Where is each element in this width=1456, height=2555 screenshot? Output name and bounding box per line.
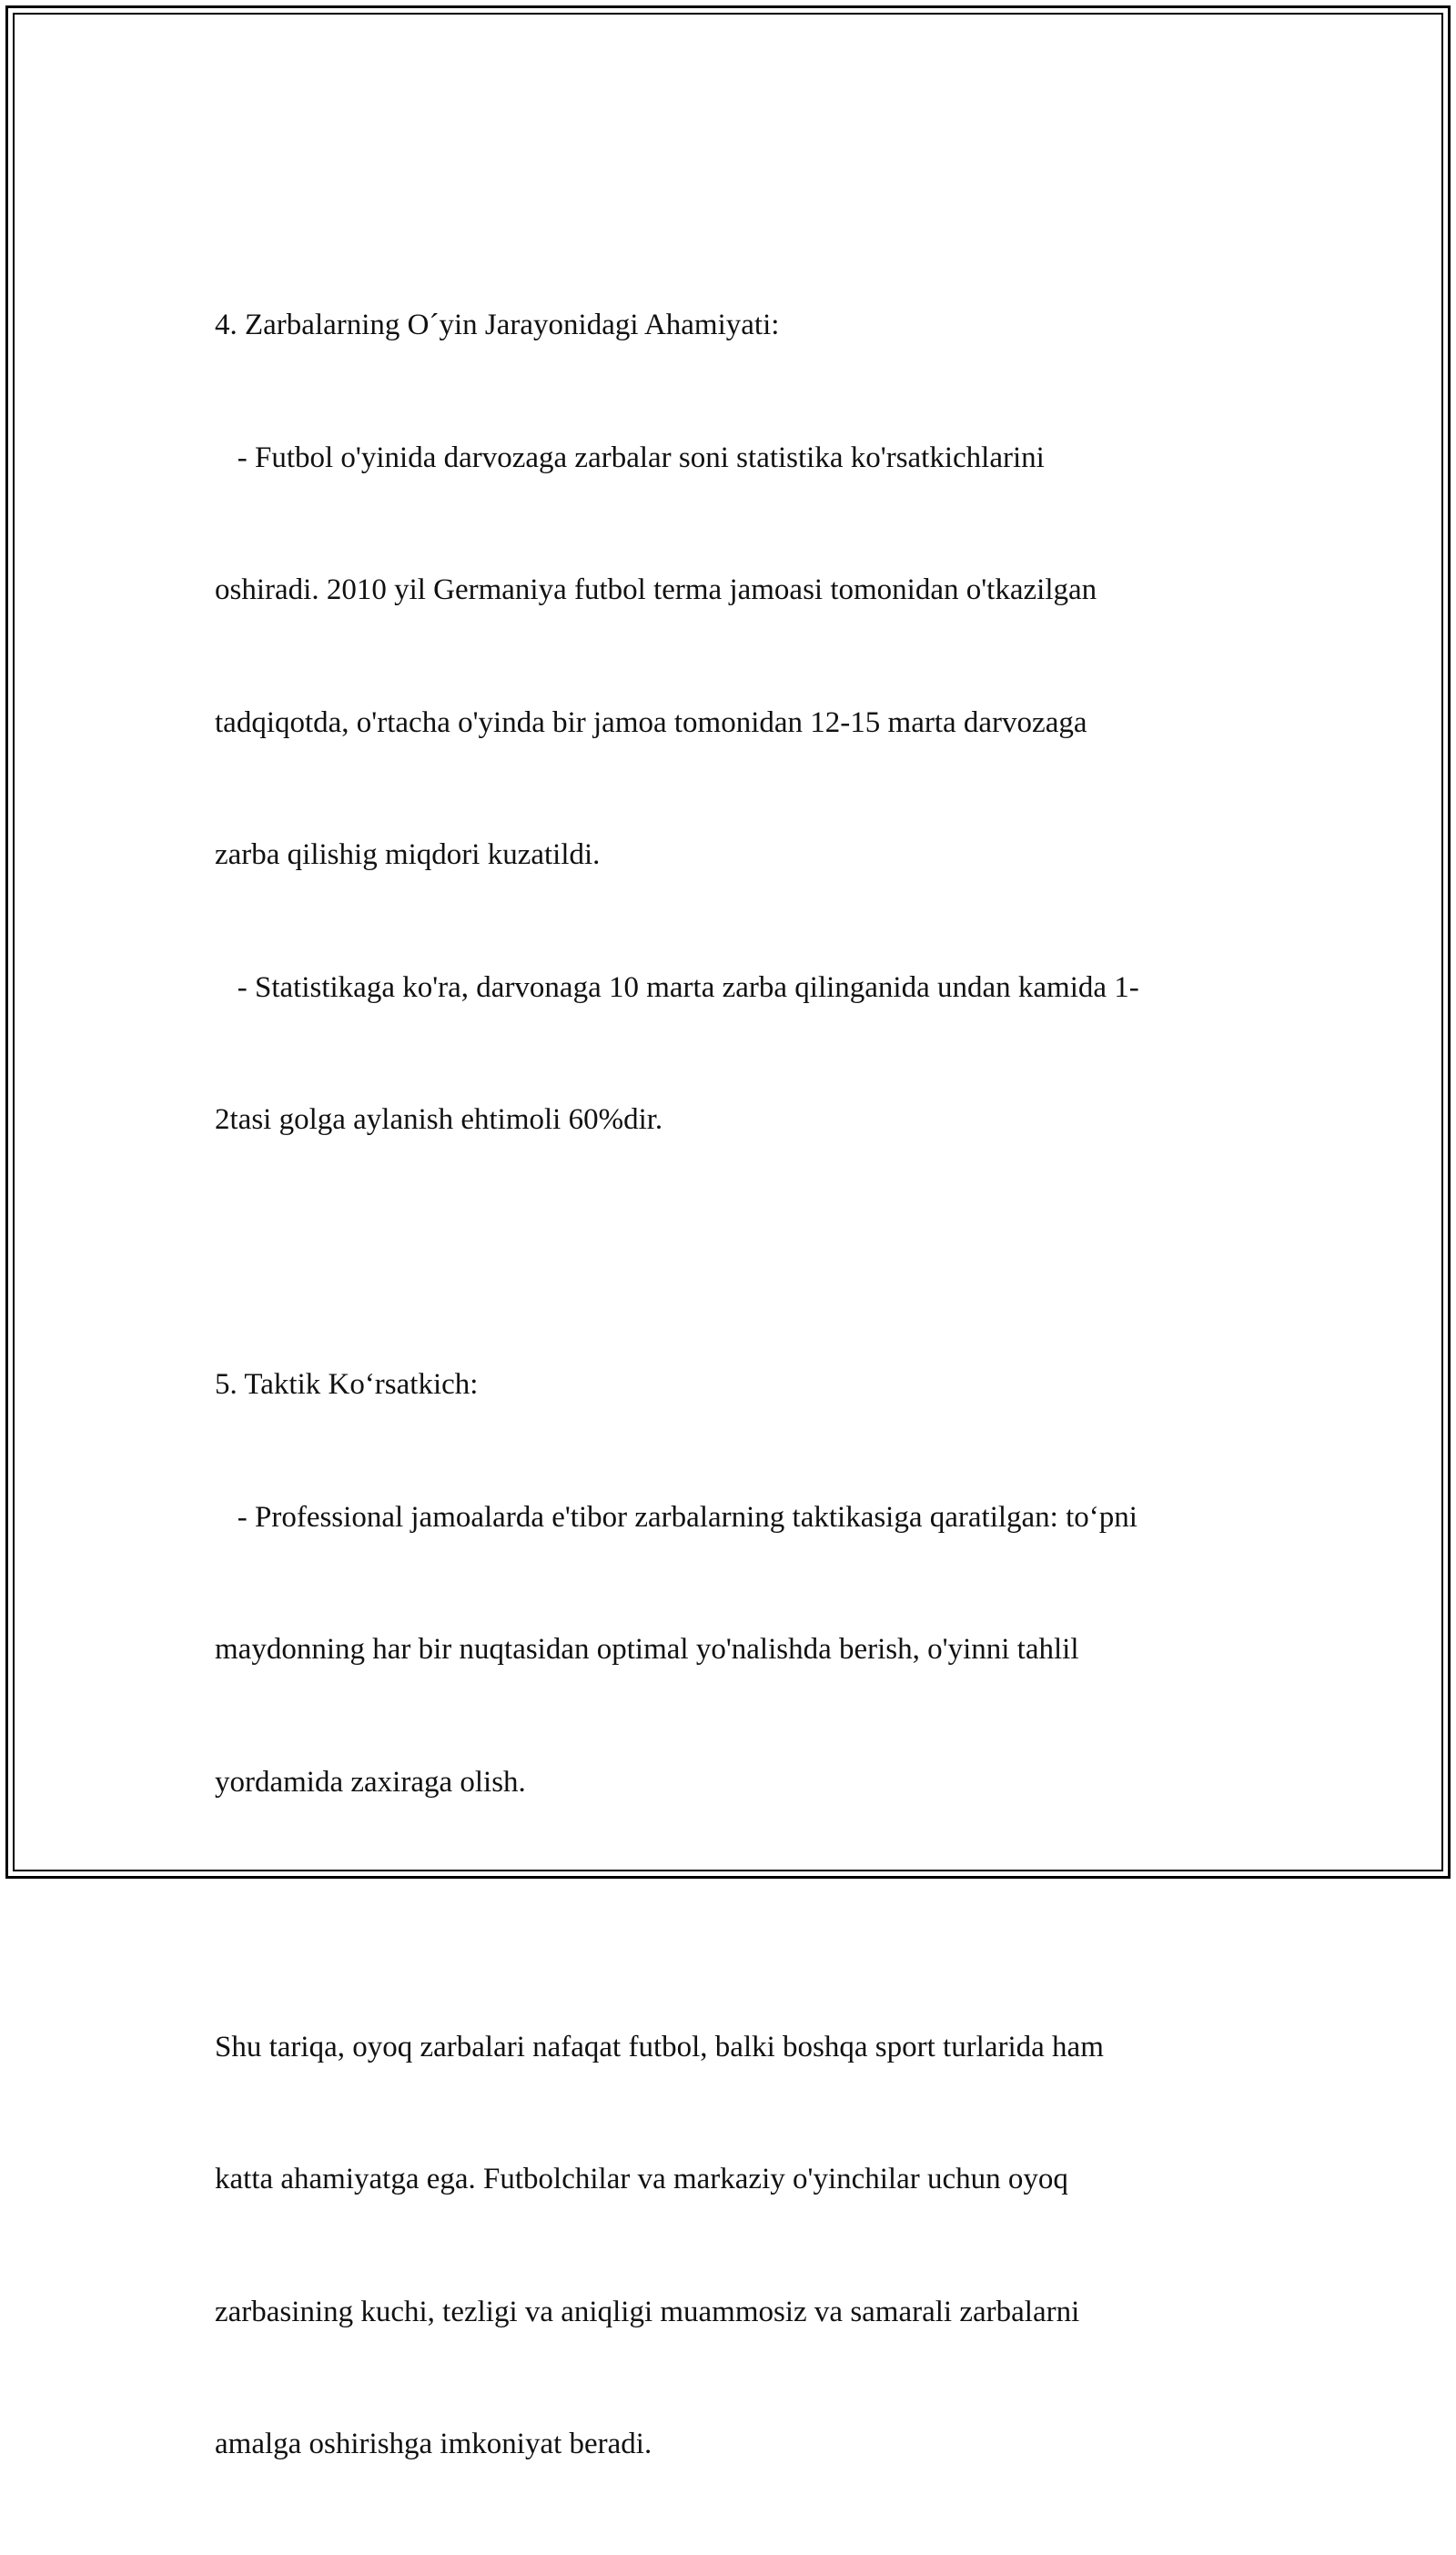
- conclusion-line: amalga oshirishga imkoniyat beradi.: [215, 2428, 652, 2460]
- bullet-line: - Futbol o'yinida darvozaga zarbalar soni statistika ko'rsatkichlarini: [215, 441, 1045, 474]
- paragraph-spacer: [215, 1231, 1261, 1275]
- section-5: [215, 1274, 1261, 1892]
- conclusion-paragraph: [215, 1937, 1261, 2555]
- conclusion-line: zarbasining kuchi, tezligi va aniqligi muammosiz va samarali zarbalarni: [215, 2295, 1080, 2328]
- bullet-line: oshiradi. 2010 yil Germaniya futbol terma jamoasi tomonidan o'tkazilgan: [215, 573, 1097, 606]
- section-4: [215, 215, 1261, 1231]
- bullet-line: - Professional jamoalarda e'tibor zarbalarning taktikasiga qaratilgan: to‘pni: [215, 1500, 1138, 1534]
- bullet-line: - Statistikaga ko'ra, darvonaga 10 marta zarba qilinganida undan kamida 1-: [215, 970, 1139, 1004]
- section-heading: 5. Taktik Ko‘rsatkich:: [215, 1368, 479, 1401]
- bullet-line: yordamida zaxiraga olish.: [215, 1765, 526, 1799]
- document-body: [215, 215, 1261, 2555]
- bullet-line: 2tasi golga aylanish ehtimoli 60%dir.: [215, 1103, 663, 1136]
- bullet-line: tadqiqotda, o'rtacha o'yinda bir jamoa tomonidan 12-15 marta darvozaga: [215, 705, 1087, 739]
- conclusion-line: Shu tariqa, oyoq zarbalari nafaqat futbol, balki boshqa sport turlarida ham: [215, 2030, 1104, 2063]
- section-heading: 4. Zarbalarning O´yin Jarayonidagi Ahamiyati:: [215, 309, 780, 341]
- conclusion-line: katta ahamiyatga ega. Futbolchilar va markaziy o'yinchilar uchun oyoq: [215, 2163, 1068, 2195]
- bullet-line: maydonning har bir nuqtasidan optimal yo'nalishda berish, o'yinni tahlil: [215, 1633, 1079, 1666]
- bullet-line: zarba qilishig miqdori kuzatildi.: [215, 838, 601, 871]
- paragraph-spacer: [215, 1892, 1261, 1937]
